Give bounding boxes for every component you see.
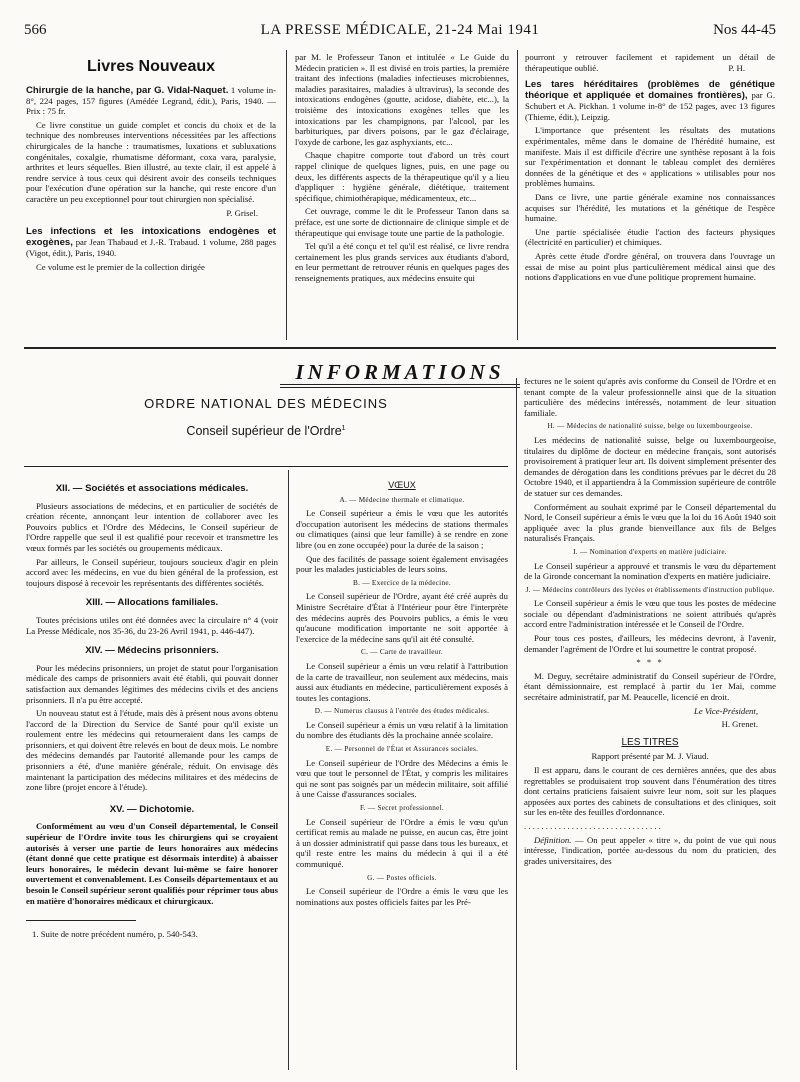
section-heading: XIII. — Allocations familiales.: [85, 597, 219, 609]
paragraph: Le Conseil supérieur a émis un vœu relatif à l'attribution de la carte de travailleur, non seulement aux médecins, mais aussi aux étudiants en médecine, particulièrement exposés à toutes les contagions.: [296, 660, 508, 703]
paragraph: Dans ce livre, une partie générale examine nos connaissances acquises sur l'hérédité, les mutations et la génétique de l'espèce humaine.: [525, 191, 775, 224]
paragraph: Une partie spécialisée étudie l'action des facteurs physiques (électricité en particulier) et chimiques.: [525, 226, 775, 248]
subsection-heading: F. — Secret professionnel.: [359, 804, 445, 813]
signature-name: H. Grenet.: [721, 719, 758, 730]
separator-stars: * * *: [636, 657, 664, 668]
book-review-2-header: [26, 226, 276, 259]
subsection-heading: G. — Postes officiels.: [367, 873, 437, 882]
paragraph: Cet ouvrage, comme le dit le Professeur Tanon dans sa préface, est une sorte de dictionnaire de clinique simple et de thérapeutique qui envisage toute une partie de la pathologie.: [295, 206, 509, 238]
paragraph: [525, 52, 775, 73]
subsection-heading: J. — Médecins contrôleurs des lycées et établissements d'instruction publique.: [525, 585, 775, 594]
books-column-3: [525, 52, 775, 342]
rapport-line: Rapport présenté par M. J. Viaud.: [591, 751, 709, 762]
section-heading: XV. — Dichotomie.: [109, 803, 195, 815]
book-review-3-header: [525, 79, 775, 122]
column-rule: [517, 50, 518, 340]
paragraph-text: pourront y retrouver facilement et rapidement un détail de thérapeutique oublié.: [525, 52, 775, 73]
paragraph: Le Conseil supérieur de l'Ordre, ayant été créé auprès du Ministre Secrétaire d'État à l'Intérieur pour être l'interprète des médecins auprès des Pouvoirs publics, a émis le vœu qu'aucune modification importante ne soit apportée à l'exercice de la médecine sans qu'il ait été consulté.: [296, 591, 508, 644]
paragraph: Le Conseil supérieur a émis le vœu que les autorités d'occupation autorisent les médecins de stations thermales ou climatiques (ainsi que leur famille) à se rendre en zone libre (ou en zone occupée) pour la durée de la saison ;: [296, 508, 508, 550]
paragraph: Par ailleurs, le Conseil supérieur, toujours soucieux d'agir en plein accord avec les médecins, en vue du bien général de la profession, est toujours disposé à recevoir les représentants des différentes sociétés.: [26, 556, 278, 588]
titres-heading-text: LES TITRES: [621, 736, 679, 748]
paragraph: Le Conseil supérieur a émis le vœu que tous les postes de médecine sociale ou dépendant d'administrations ne soient attribués qu'après accord entre l'administration intéressée et le Conseil de l'Ordre.: [524, 598, 776, 630]
paragraph: Que des facilités de passage soient également envisagées pour les malades justiciables de leurs soins.: [296, 553, 508, 575]
books-column-1: [26, 52, 276, 342]
book-details: par G. Schubert et A. Pickhan. 1 volume in-8° de 152 pages, avec 13 figures (Thieme, édit.), Leipzig.: [525, 90, 775, 122]
titres-heading: [524, 738, 776, 749]
paragraph: Après cette étude d'ordre général, on trouvera dans l'ouvrage un essai de mise au point plus particulièrement médical ainsi que des notions d'applications en vue d'une politique proprement humaine.: [525, 250, 775, 283]
paragraph: Pour tous ces postes, d'ailleurs, les médecins devront, à l'avenir, demander l'agrément de l'Ordre et lui soumettre le contrat proposé.: [524, 633, 776, 654]
voeux-heading: VŒUX: [388, 480, 416, 490]
book-title: Chirurgie de la hanche, par G. Vidal-Naquet.: [26, 84, 229, 96]
books-column-2: [295, 52, 509, 342]
section-heading: XII. — Sociétés et associations médicales.: [55, 483, 249, 494]
issue-numbers: Nos 44-45: [713, 22, 776, 38]
paragraph: par M. le Professeur Tanon et intitulée « Le Guide du Médecin praticien ». Il est divisé en trois parties, la première traitant des infections (maladies infectieuses microbiennes, maladies parasitaires, maladies à ultravirus), la seconde des intoxications endogènes (goutte, acidose, diabète, etc...), la troisième des intoxications exogènes telles que les intoxications par les champignons, par l'alcool, par les barbituriques, par divers poisons, par le gaz d'éclairage, l'oxyde de carbone, les gaz asphyxiants, etc...: [295, 52, 509, 147]
conseil-heading: [24, 424, 508, 438]
signature-title: Le Vice-Président,: [693, 705, 758, 716]
publication-header: LA PRESSE MÉDICALE, 21-24 Mai 1941: [260, 22, 540, 38]
paragraph: Conformément au souhait exprimé par le Conseil départemental du Nord, le Conseil supérieur a émis le vœu que la loi du 16 Août 1940 soit appliquée avec la plus grande bienveillance aux fils de Belges naturalisés Français.: [524, 501, 776, 544]
paragraph: Tel qu'il a été conçu et tel qu'il est réalisé, ce livre rendra certainement les plus grands services aux étudiants d'abord, en leur permettant de retrouver réunis en quelques pages des renseignements pratiques, aux médecins ensuite qui: [295, 241, 509, 283]
banner-underline: [280, 387, 520, 388]
footnote-marker: 1: [341, 424, 346, 432]
book-details: par Jean Thabaud et J.-R. Trabaud. 1 volume, 288 pages (Vigot, édit.), Paris, 1940.: [26, 237, 276, 259]
paragraph: Le Conseil supérieur a émis un vœu relatif à la limitation du nombre des étudiants dès la prochaine année scolaire.: [296, 719, 508, 741]
subsection-heading: B. — Exercice de la médecine.: [353, 578, 451, 587]
paragraph: Les médecins de nationalité suisse, belge ou luxembourgeoise, titulaires du diplôme de docteur en médecine français, sont autorisés provisoirement à pratiquer leur art. Ils doivent simplement présenter des demandes de dérogation dans les conditions prévues par le décret du 28 Octobre 1940, et il appartiendra à la Commission supérieure de contrôle de statuer sur ces demandes.: [524, 434, 776, 498]
definition-text: — On peut appeler « titre », du point de vue qui nous intéresse, l'indication, portée au-dessous du nom du praticien, des grades universitaires, des: [524, 834, 776, 866]
paragraph: [524, 835, 776, 867]
paragraph: Conformément au vœu d'un Conseil départemental, le Conseil supérieur de l'Ordre invite tous les chirurgiens qui se croyaient autorisés à verser une partie de leurs honoraires aux médecins (étant donné que cette pratique est désormais interdite) à abaisser leurs honoraires, le médecin devant lui-même se faire honorer ouvertement et convenablement. Les Conseils départementaux et au besoin le Conseil supérieur seront qualifiés pour réprimer tous abus en matière d'honoraires médicaux et chirurgicaux.: [26, 821, 278, 906]
section-heading: XIV. — Médecins prisonniers.: [85, 645, 219, 657]
footnote-rule: [26, 920, 136, 921]
paragraph: Toutes précisions utiles ont été données avec la circulaire n° 4 (voir La Presse Médicale, nos 35-36, du 23-26 Avril 1941, p. 446-447).: [26, 614, 278, 636]
column-rule: [286, 50, 287, 340]
paragraph: Le Conseil supérieur de l'Ordre a émis le vœu qu'un certificat remis au malade ne puisse, en aucun cas, être joint à un dossier administratif qui passe dans tous les bureaux, et qu'il reste entre les mains du médecin à qui il a été communiqué.: [296, 816, 508, 869]
section-rule: [24, 466, 508, 467]
book-review-1-text: Ce livre constitue un guide complet et concis du choix et de la technique des nombreuses interventions nécessitées par les affections chirurgicales de la hanche : traumatismes, luxations et subluxations congénitales, coxalgie, rhumatisme déformant, coxa vara, paralysie, arthrites et leurs séquelles. Bien illustré, au texte clair, il est appelé à rendre service à tous ceux qui désirent avoir des conseils techniques pour l'exécution d'une opération sur la hanche, qui reste encore d'un caractère un peu exceptionnel pour tout chirurgien non spécialisé.: [26, 119, 276, 204]
subsection-heading: A. — Médecine thermale et climatique.: [339, 495, 465, 504]
page-number: 566: [24, 22, 47, 38]
section-title-livres: Livres Nouveaux: [86, 58, 216, 75]
book-title: Les tares héréditaires (problèmes de génétique théorique et appliquée et domaines frontières),: [525, 79, 775, 102]
book-review-2-text: Ce volume est le premier de la collection dirigée: [36, 261, 205, 272]
paragraph: Un nouveau statut est à l'étude, mais dès à présent nous avons obtenu l'accord de la Direction du Service de Santé pour qu'il existe un roulement entre les médecins qui retourneraient dans les camps de prisonniers, et qui doivent être relevés en bout de deux mois. Le nombre des médecins demandés par l'autorité allemande pour les camps de prisonniers a été, d'une manière générale, réduit. On envisage dès maintenant la participation des médecins militaires et des médecins de zone libre (projet encore à l'étude).: [26, 708, 278, 793]
definition-label: Définition.: [534, 834, 572, 845]
subsection-heading: I. — Nomination d'experts en matière judiciaire.: [573, 547, 727, 556]
paragraph: Plusieurs associations de médecins, et en particulier de sociétés de création récente, annonçant leur intention de collaborer avec les Pouvoirs publics et l'Ordre des Médecins, le Conseil supérieur de l'Ordre rappelle que seul il est qualifié pour recevoir et transmettre les vœux formés par les sociétés ou groupements médicaux.: [26, 500, 278, 553]
info-column-3: [524, 376, 776, 1076]
review-signature: P. H.: [728, 62, 745, 73]
book-review-1-header: [26, 85, 276, 117]
info-column-2: [296, 474, 508, 1074]
paragraph: Il est apparu, dans le courant de ces dernières années, que des abus regrettables se produisaient trop souvent dans l'énumération des titres dont certains praticiens faisaient suivre leur nom, soit sur les plaques apposées aux portes des cabinets de consultations et des cliniques, soit sur les en-tête des feuilles d'ordonnance.: [524, 765, 776, 818]
subsection-heading: C. — Carte de travailleur.: [360, 648, 444, 657]
column-rule: [288, 470, 289, 1070]
banner-underline: [280, 384, 520, 385]
review-signature: P. Grisel.: [226, 207, 258, 218]
paragraph: Pour les médecins prisonniers, un projet de statut pour l'organisation médicale des camps de prisonniers avait été établi, qui pouvait donner satisfaction aux demandes légitimes des médecins civils et des anciens prisonniers. Il n'a pu être accepté.: [26, 662, 278, 705]
book-details: 1 volume in-8°, 224 pages, 157 figures (Amédée Legrand, édit.), Paris, 1940. — Prix : 75 fr.: [26, 84, 276, 117]
info-column-1: [26, 474, 278, 1074]
subsection-heading: H. — Médecins de nationalité suisse, belge ou luxembourgeoise.: [547, 422, 753, 431]
section-rule: [24, 347, 776, 349]
footnote: 1. Suite de notre précédent numéro, p. 540-543.: [32, 929, 198, 940]
paragraph: Le Conseil supérieur a approuvé et transmis le vœu du département de la Gironde concernant la nomination d'experts en matière judiciaire.: [524, 560, 776, 582]
paragraph: fectures ne le soient qu'après avis conforme du Conseil de l'Ordre et en tenant compte de la valeur professionnelle ainsi que de la situation particulière des médecins intéressés, notamment de leur situation familiale.: [524, 376, 776, 418]
paragraph: L'importance que présentent les résultats des mutations expérimentales, même dans le domaine de l'hérédité humaine, est manifeste. Mais il est difficile d'écrire une synthèse reposant à la fois sur l'expérimentation et donnant le tableau complet des dernières données de la génétique et des « applications » utilisables pour nos problèmes humains.: [525, 125, 775, 189]
column-rule: [516, 378, 517, 1070]
paragraph: Le Conseil supérieur de l'Ordre a émis le vœu que les nominations aux postes officiels faites par les Pré-: [296, 886, 508, 907]
paragraph: M. Deguy, secrétaire administratif du Conseil supérieur de l'Ordre, étant démissionnaire, est remplacé à partir du 1er Mai, comme secrétaire administratif, par M. Peaucelle, licencié en droit.: [524, 670, 776, 703]
ordre-heading: ORDRE NATIONAL DES MÉDECINS: [144, 396, 388, 411]
conseil-heading-text: Conseil supérieur de l'Ordre: [186, 424, 342, 438]
book-title: Les infections et les intoxications endogènes et exogènes,: [26, 226, 276, 249]
ellipsis-line: . . . . . . . . . . . . . . . . . . . . . . . . . . . . . . . .: [524, 820, 661, 831]
paragraph: Chaque chapitre comporte tout d'abord un très court rappel clinique de quelques lignes, puis, en une page ou deux, les différents aspects de la thérapeutique qu'il y a lieu d'appliquer : hygiène générale, diététique, traitement spécifique, chimiothérapique, médicamenteux, etc...: [295, 150, 509, 203]
paragraph: Le Conseil supérieur de l'Ordre des Médecins a émis le vœu que tout le personnel de l'État, y compris les militaires qui ne sont pas soignés par un médecin militaire, soit affilié à une Caisse d'assurances sociales.: [296, 757, 508, 800]
subsection-heading: E. — Personnel de l'État et Assurances sociales.: [325, 745, 479, 754]
informations-banner: INFORMATIONS: [295, 360, 505, 384]
subsection-heading: D. — Numerus clausus à l'entrée des études médicales.: [314, 707, 490, 716]
